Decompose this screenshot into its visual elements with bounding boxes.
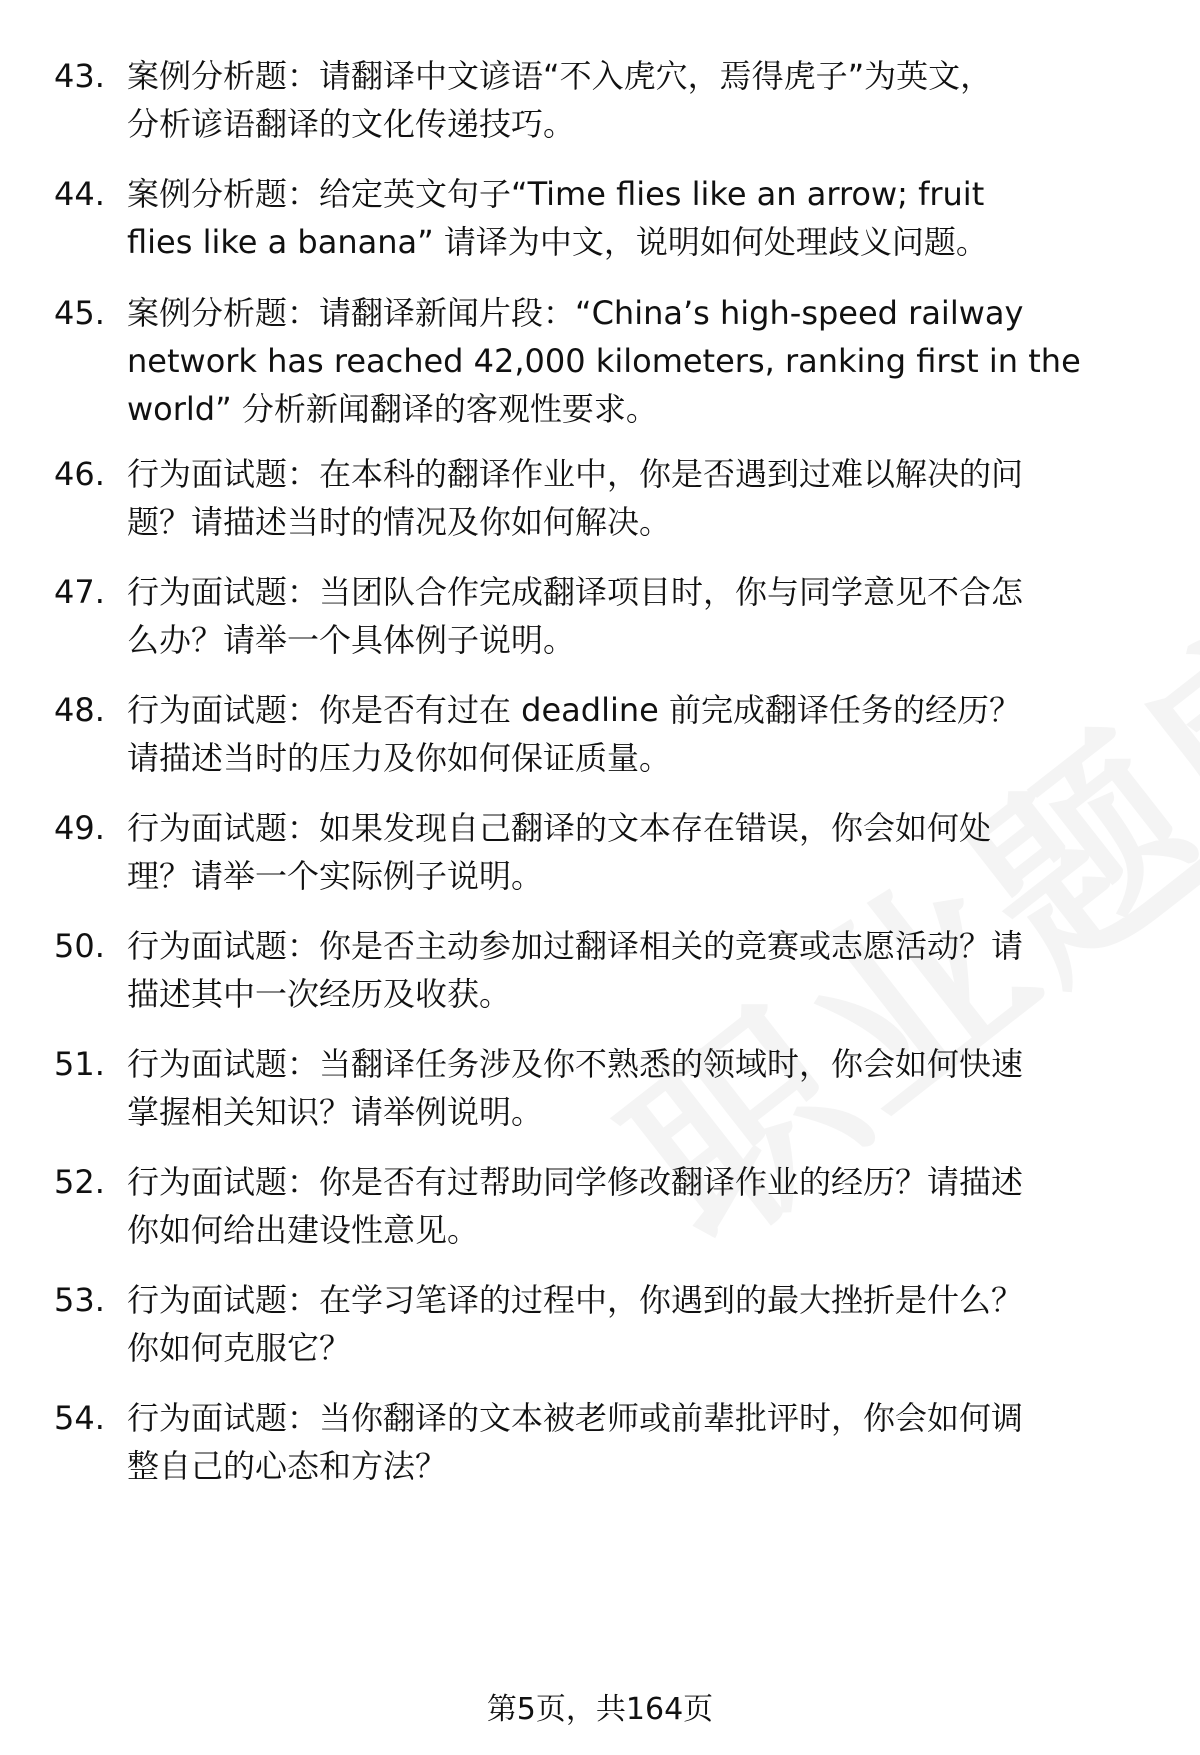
question-51: [54, 1040, 1164, 1136]
question-text: 行为面试题：在本科的翻译作业中，你是否遇到过难以解决的问 题？请描述当时的情况及你如何解决。: [127, 455, 1024, 541]
question-44: [54, 170, 1164, 266]
question-number: 47.: [54, 573, 105, 611]
question-number: 54.: [54, 1399, 105, 1437]
question-text: 行为面试题：当你翻译的文本被老师或前辈批评时，你会如何调 整自己的心态和方法？: [127, 1399, 1024, 1485]
question-number: 52.: [54, 1163, 105, 1201]
question-47: [54, 568, 1164, 664]
question-text: 行为面试题：如果发现自己翻译的文本存在错误，你会如何处 理？请举一个实际例子说明。: [127, 809, 992, 895]
question-number: 49.: [54, 809, 105, 847]
question-52: [54, 1158, 1164, 1254]
question-text: 行为面试题：你是否有过帮助同学修改翻译作业的经历？请描述 你如何给出建设性意见。: [127, 1163, 1024, 1249]
question-number: 43.: [54, 57, 105, 95]
question-text: 行为面试题：在学习笔译的过程中，你遇到的最大挫折是什么？ 你如何克服它？: [127, 1281, 1024, 1367]
question-text: 行为面试题：你是否有过在 deadline 前完成翻译任务的经历？ 请描述当时的压力及你如何保证质量。: [127, 691, 1022, 777]
question-number: 46.: [54, 455, 105, 493]
question-54: [54, 1394, 1164, 1490]
question-48: [54, 686, 1164, 782]
question-number: 50.: [54, 927, 105, 965]
question-43: [54, 52, 1164, 148]
question-number: 51.: [54, 1045, 105, 1083]
question-text: 案例分析题：请翻译中文谚语“不入虎穴，焉得虎子”为英文， 分析谚语翻译的文化传递技巧。: [127, 57, 993, 143]
question-45: [54, 289, 1164, 433]
question-number: 45.: [54, 294, 105, 332]
question-53: [54, 1276, 1164, 1372]
question-text: 行为面试题：当翻译任务涉及你不熟悉的领域时，你会如何快速 掌握相关知识？请举例说明。: [127, 1045, 1024, 1131]
question-text: 案例分析题：请翻译新闻片段：“China’s high-speed railway network has reached 42,000 kilometers, ranking first in the world” 分析新闻翻译的客观性要求。: [127, 294, 1081, 428]
question-text: 行为面试题：你是否主动参加过翻译相关的竞赛或志愿活动？请 描述其中一次经历及收获。: [127, 927, 1024, 1013]
question-number: 48.: [54, 691, 105, 729]
question-number: 53.: [54, 1281, 105, 1319]
question-text: 行为面试题：当团队合作完成翻译项目时，你与同学意见不合怎 么办？请举一个具体例子说明。: [127, 573, 1024, 659]
question-46: [54, 450, 1164, 546]
question-text: 案例分析题：给定英文句子“Time flies like an arrow; fruit flies like a banana” 请译为中文，说明如何处理歧义问题。: [127, 175, 988, 261]
question-number: 44.: [54, 175, 105, 213]
question-49: [54, 804, 1164, 900]
question-50: [54, 922, 1164, 1018]
page-footer: 第5页，共164页: [486, 1692, 714, 1727]
